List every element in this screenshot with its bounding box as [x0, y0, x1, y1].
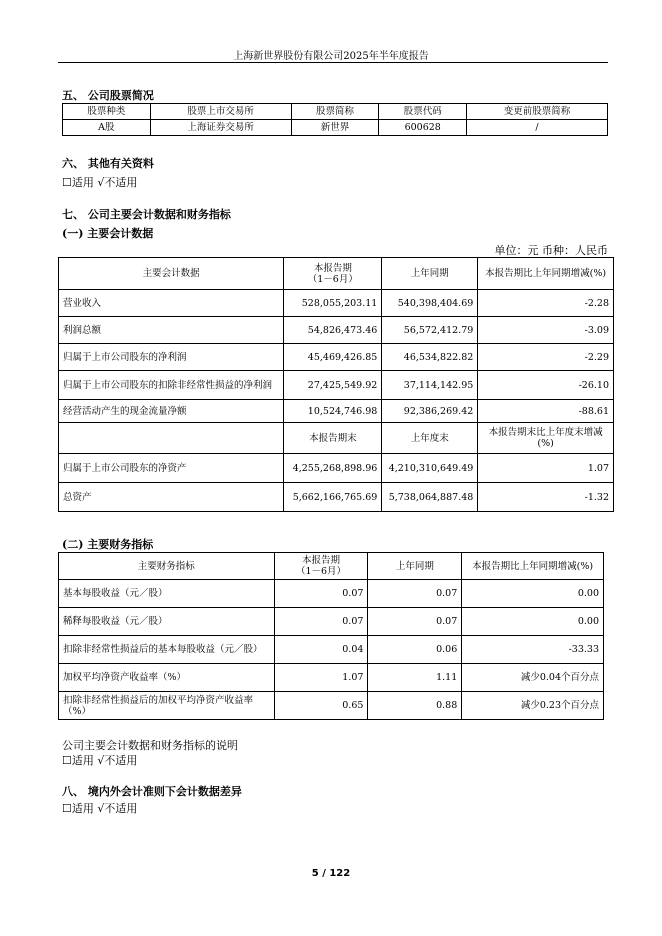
t1-header: 本报告期比上年同期增减(%) — [478, 258, 614, 290]
t1-value: 92,386,269.42 — [382, 400, 478, 423]
t2-value: 0.88 — [368, 692, 462, 720]
t1-header: 上年同期 — [382, 258, 478, 290]
section-6-title: 六、 其他有关资料 — [62, 157, 154, 170]
t1-value: -26.10 — [478, 371, 614, 400]
page-header: 上海新世界股份有限公司2025年半年度报告 — [233, 51, 429, 62]
t1-value: 54,826,473.46 — [284, 317, 382, 344]
t5-cell: 上海证券交易所 — [150, 120, 291, 136]
t1-label: 归属于上市公司股东的净资产 — [59, 454, 284, 483]
t2-value: 1.11 — [368, 664, 462, 692]
t2-header: 本报告期比上年同期增减(%) — [462, 553, 604, 580]
t1-header: 本报告期末 — [284, 423, 382, 454]
t5-header: 股票代码 — [379, 104, 467, 120]
t1-value: 56,572,412.79 — [382, 317, 478, 344]
t1-label: 经营活动产生的现金流量净额 — [59, 400, 284, 423]
t2-value: 0.06 — [368, 636, 462, 664]
section-7-sub2: (二) 主要财务指标 — [62, 538, 154, 551]
t5-header: 变更前股票简称 — [467, 104, 608, 120]
t2-value: 0.07 — [274, 580, 368, 608]
accounting-data-table — [58, 257, 614, 512]
t1-value: 46,534,822.82 — [382, 344, 478, 371]
t1-value: -88.61 — [478, 400, 614, 423]
t1-value: 1.07 — [478, 454, 614, 483]
t2-value: 0.00 — [462, 608, 604, 636]
t2-label: 基本每股收益（元／股） — [59, 580, 275, 608]
stock-info-table — [62, 103, 608, 136]
t5-cell: / — [467, 120, 608, 136]
t1-value: -1.32 — [478, 483, 614, 512]
t5-cell: 600628 — [379, 120, 467, 136]
t5-header: 股票上市交易所 — [150, 104, 291, 120]
t1-value: -2.28 — [478, 290, 614, 317]
section-8-title: 八、 境内外会计准则下会计数据差异 — [62, 785, 242, 798]
t1-header: 上年度末 — [382, 423, 478, 454]
t1-value: -2.29 — [478, 344, 614, 371]
section-7-note: 公司主要会计数据和财务指标的说明 — [62, 739, 238, 752]
section-6-applicability: ☐适用 √不适用 — [62, 176, 138, 189]
t1-label: 总资产 — [59, 483, 284, 512]
t2-value: 0.07 — [368, 608, 462, 636]
t1-header: 主要会计数据 — [59, 258, 284, 290]
t2-value: 0.00 — [462, 580, 604, 608]
t1-value: 5,662,166,765.69 — [284, 483, 382, 512]
t1-label: 利润总额 — [59, 317, 284, 344]
page-number: 5 / 122 — [311, 868, 351, 879]
t2-label: 扣除非经常性损益后的加权平均净资产收益率（%） — [59, 692, 275, 720]
t1-header — [59, 423, 284, 454]
t1-value: 540,398,404.69 — [382, 290, 478, 317]
t1-value: 528,055,203.11 — [284, 290, 382, 317]
t1-label: 归属于上市公司股东的净利润 — [59, 344, 284, 371]
section-7-sub1: (一) 主要会计数据 — [62, 227, 154, 240]
t2-label: 扣除非经常性损益后的基本每股收益（元／股） — [59, 636, 275, 664]
section-7-title: 七、 公司主要会计数据和财务指标 — [62, 208, 231, 221]
t1-value: 27,425,549.92 — [284, 371, 382, 400]
t5-cell: A股 — [63, 120, 151, 136]
t2-label: 加权平均净资产收益率（%） — [59, 664, 275, 692]
t2-header: 上年同期 — [368, 553, 462, 580]
unit-label: 单位：元 币种：人民币 — [494, 244, 608, 257]
t1-value: 37,114,142.95 — [382, 371, 478, 400]
t1-value: 4,255,268,898.96 — [284, 454, 382, 483]
section-5-title: 五、 公司股票简况 — [62, 89, 154, 102]
t1-header: 本报告期末比上年度末增减(%) — [478, 423, 614, 454]
t5-cell: 新世界 — [291, 120, 379, 136]
t2-value: 1.07 — [274, 664, 368, 692]
t1-value: 10,524,746.98 — [284, 400, 382, 423]
t2-value: 减少0.04个百分点 — [462, 664, 604, 692]
t2-header: 本报告期 （1－6月） — [274, 553, 368, 580]
t1-value: 45,469,426.85 — [284, 344, 382, 371]
t1-label: 归属于上市公司股东的扣除非经常性损益的净利润 — [59, 371, 284, 400]
financial-indicators-table — [58, 552, 604, 720]
t2-value: 0.04 — [274, 636, 368, 664]
t2-value: -33.33 — [462, 636, 604, 664]
section-8-applicability: ☐适用 √不适用 — [62, 802, 138, 815]
section-7-note-applicability: ☐适用 √不适用 — [62, 754, 138, 767]
t2-value: 减少0.23个百分点 — [462, 692, 604, 720]
t2-header: 主要财务指标 — [59, 553, 275, 580]
t2-value: 0.65 — [274, 692, 368, 720]
t2-value: 0.07 — [368, 580, 462, 608]
t5-header: 股票种类 — [63, 104, 151, 120]
t2-label: 稀释每股收益（元／股） — [59, 608, 275, 636]
t1-label: 营业收入 — [59, 290, 284, 317]
t1-header: 本报告期 （1－6月） — [284, 258, 382, 290]
t5-header: 股票简称 — [291, 104, 379, 120]
t1-value: 4,210,310,649.49 — [382, 454, 478, 483]
t1-value: -3.09 — [478, 317, 614, 344]
t2-value: 0.07 — [274, 608, 368, 636]
header-rule — [58, 62, 608, 63]
t1-value: 5,738,064,887.48 — [382, 483, 478, 512]
